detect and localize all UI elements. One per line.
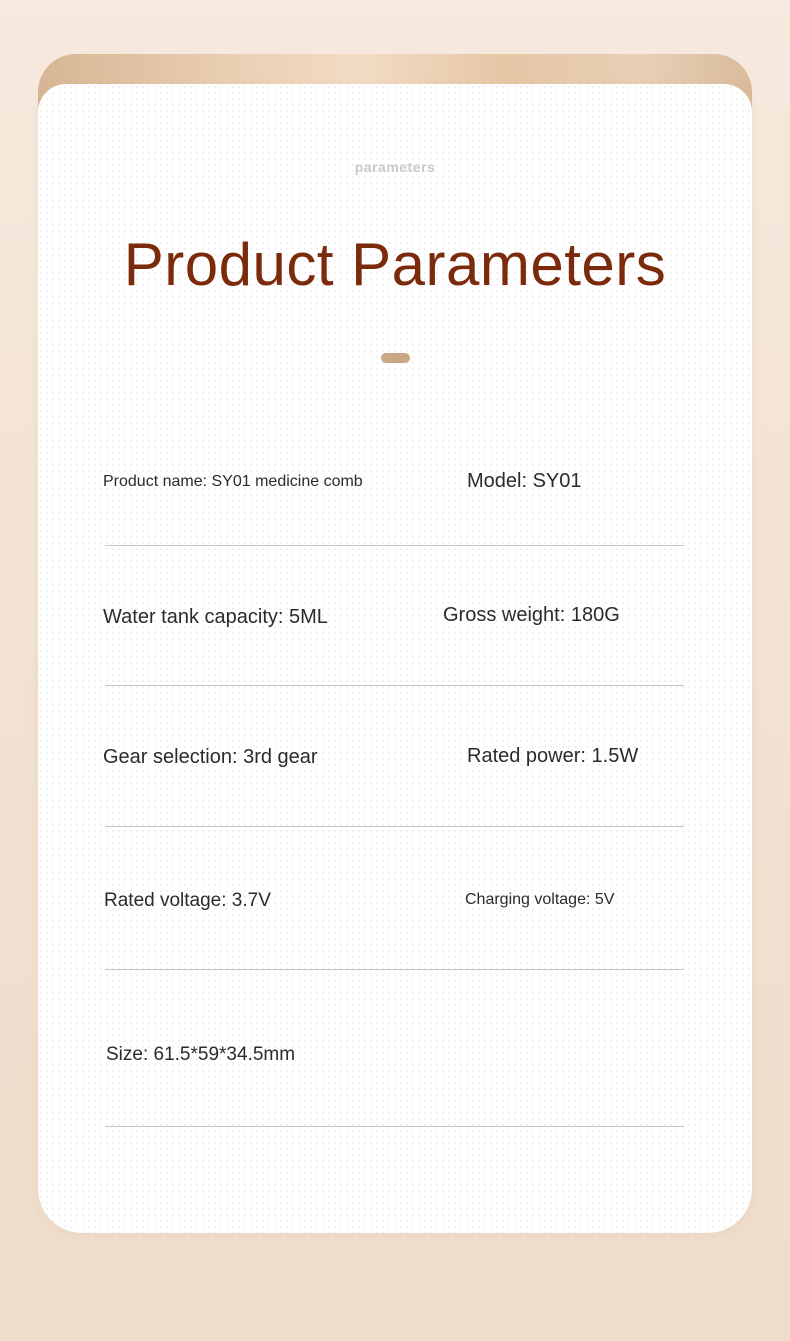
param-rated-voltage: Rated voltage: 3.7V (104, 890, 271, 911)
parameters-card (38, 84, 752, 1233)
param-water-tank-capacity: Water tank capacity: 5ML (103, 606, 328, 628)
param-gross-weight: Gross weight: 180G (443, 604, 620, 626)
param-rated-power: Rated power: 1.5W (467, 745, 639, 767)
row-divider (105, 545, 684, 546)
param-gear-selection: Gear selection: 3rd gear (103, 746, 318, 768)
row-divider (105, 826, 684, 827)
param-model: Model: SY01 (467, 470, 582, 492)
row-divider (105, 1126, 684, 1127)
param-charging-voltage: Charging voltage: 5V (465, 891, 615, 908)
row-divider (105, 969, 684, 970)
param-product-name: Product name: SY01 medicine comb (103, 473, 363, 490)
param-size: Size: 61.5*59*34.5mm (106, 1044, 296, 1065)
section-subtitle: parameters (354, 159, 436, 175)
row-divider (105, 685, 684, 686)
page-title: Product Parameters (123, 231, 667, 298)
title-divider-pill (381, 353, 410, 363)
